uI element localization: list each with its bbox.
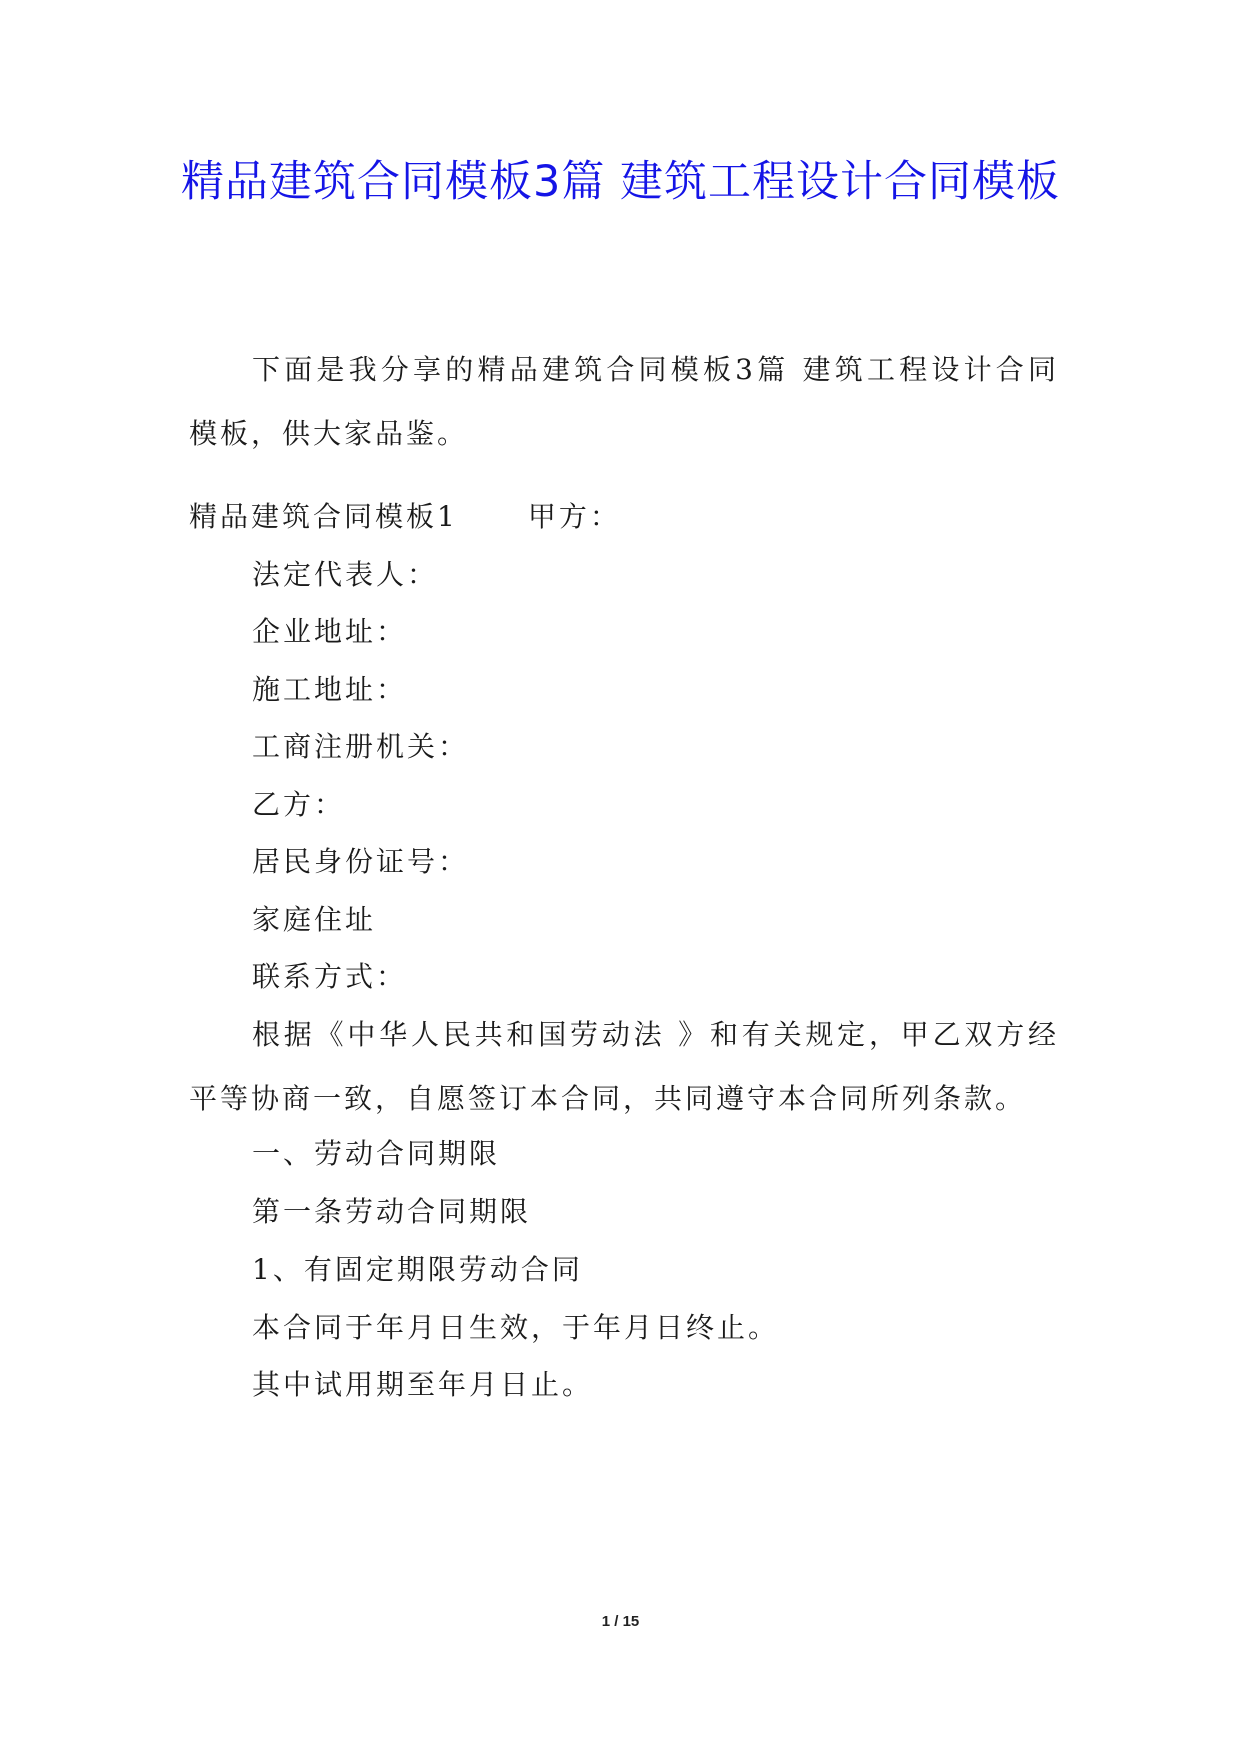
registration-authority-line: 工商注册机关： — [252, 730, 470, 763]
probation-line: 其中试用期至年月日止。 — [252, 1368, 594, 1401]
article-one-heading: 第一条劳动合同期限 — [252, 1195, 532, 1228]
home-address-line: 家庭住址 — [252, 903, 377, 936]
section-heading — [189, 485, 1059, 549]
party-a-label: 甲方： — [527, 500, 621, 533]
site-address-line: 施工地址： — [252, 673, 408, 706]
item-one-line: 1、有固定期限劳动合同 — [252, 1253, 583, 1286]
intro-paragraph: 下面是我分享的精品建筑合同模板3篇 建筑工程设计合同模板，供大家品鉴。 — [189, 353, 1059, 450]
party-b-line: 乙方： — [252, 788, 346, 821]
company-address-line: 企业地址： — [252, 615, 408, 648]
section-heading-text: 精品建筑合同模板1 — [189, 500, 458, 533]
chapter-one-heading: 一、劳动合同期限 — [252, 1137, 501, 1170]
id-number-line: 居民身份证号： — [252, 845, 470, 878]
contact-line: 联系方式： — [252, 960, 408, 993]
page-number: 1 / 15 — [601, 1613, 640, 1630]
basis-paragraph: 根据《中华人民共和国劳动法 》和有关规定，甲乙双方经平等协商一致，自愿签订本合同，共同遵守本合同所列条款。 — [189, 1018, 1059, 1115]
page-title: 精品建筑合同模板3篇 建筑工程设计合同模板 — [180, 157, 1061, 207]
legal-rep-line: 法定代表人： — [252, 558, 439, 591]
effective-line: 本合同于年月日生效，于年月日终止。 — [252, 1311, 780, 1344]
